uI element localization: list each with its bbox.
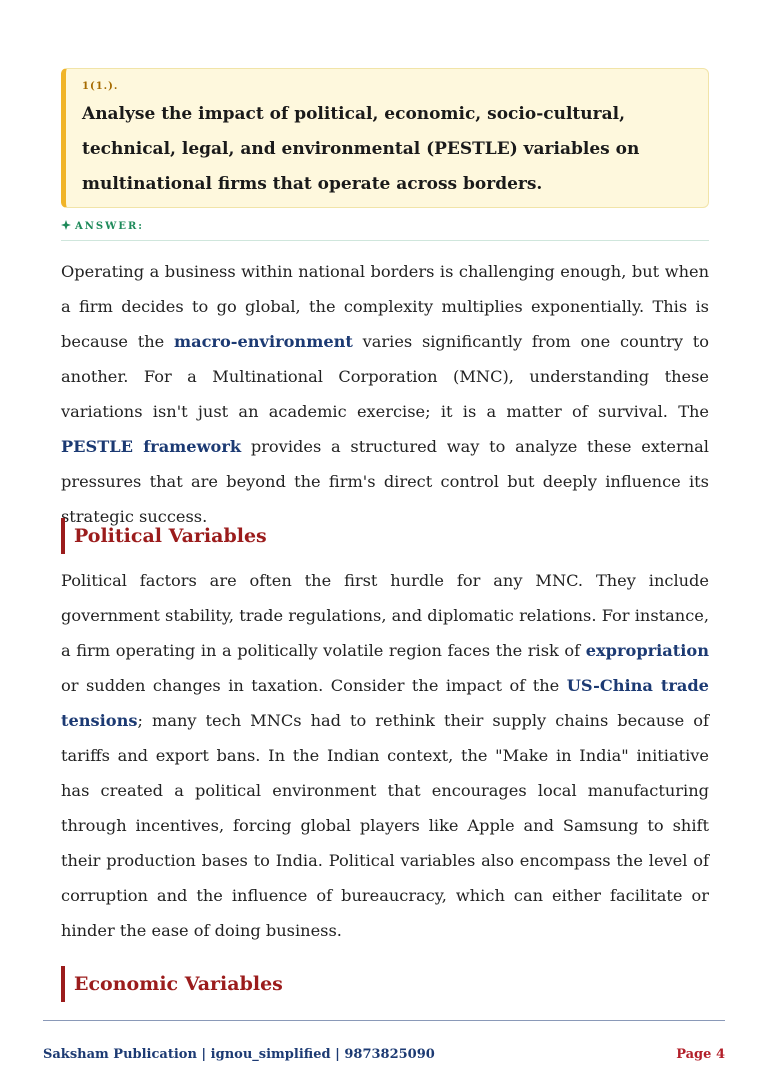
political-paragraph	[61, 563, 709, 948]
intro-text-3: provides a structured way to analyze these external pressures that are beyond the firm's direct control but deeply influence its strategic success.	[61, 437, 709, 526]
political-text-2: or sudden changes in taxation. Consider the impact of the	[61, 676, 567, 695]
economic-heading: Economic Variables	[61, 966, 283, 1002]
political-text-3: ; many tech MNCs had to rethink their supply chains because of tariffs and export bans. In the Indian context, the "Make in India" initiative has created a political environment that encourages local manufacturing through incentives, forcing global players like Apple and Samsung to shift their production bases to India. Political variables also encompass the level of corruption and the influence of bureaucracy, which can either facilitate or hinder the ease of doing business.	[61, 711, 709, 940]
question-number: 1(1.).	[82, 81, 119, 92]
question-text: Analyse the impact of political, economic, socio-cultural, technical, legal, and environmental (PESTLE) variables on multinational firms that operate across borders.	[82, 104, 640, 194]
question-box	[61, 68, 709, 208]
keyword-us-china-trade-tensions: US-China trade tensions	[61, 676, 709, 730]
intro-text-1: Operating a business within national borders is challenging enough, but when a firm decides to go global, the complexity multiplies exponentially. This is because the	[61, 262, 709, 351]
answer-label	[61, 220, 709, 241]
intro-text-2: varies significantly from one country to another. For a Multinational Corporation (MNC), understanding these variations isn't just an academic exercise; it is a matter of survival. The	[61, 332, 709, 421]
footer-divider	[43, 1020, 725, 1021]
page-number: Page 4	[676, 1047, 725, 1062]
intro-paragraph	[61, 254, 709, 534]
answer-label-text: ANSWER:	[75, 221, 144, 232]
political-heading: Political Variables	[61, 518, 267, 554]
keyword-expropriation: expropriation	[585, 641, 709, 660]
keyword-pestle-framework: PESTLE framework	[61, 437, 242, 456]
keyword-macro-environment: macro-environment	[173, 332, 353, 351]
political-text-1: Political factors are often the first hurdle for any MNC. They include government stability, trade regulations, and diplomatic relations. For instance, a firm operating in a politically volatile region faces the risk of	[61, 571, 709, 660]
diamond-star-icon	[61, 220, 71, 230]
footer-publisher: Saksham Publication | ignou_simplified | 9873825090	[43, 1047, 435, 1062]
